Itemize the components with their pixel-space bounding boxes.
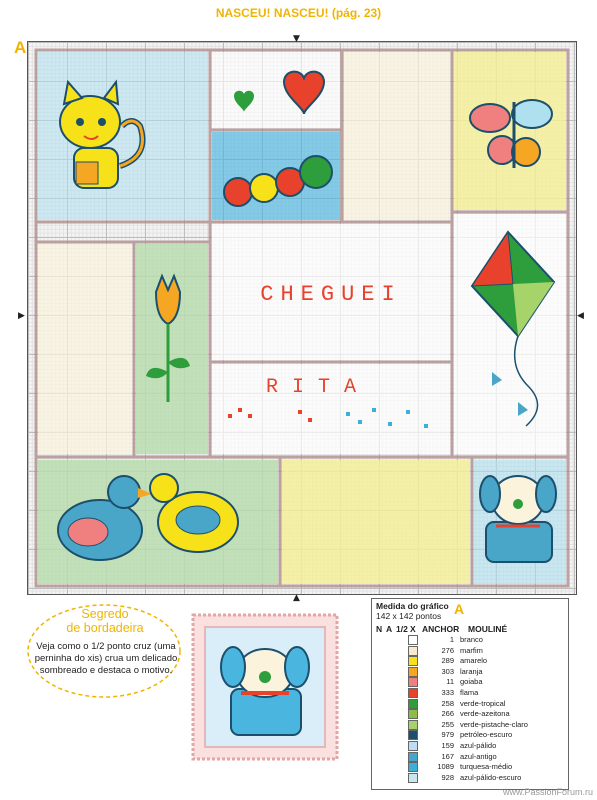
center-arrow-right-icon: ◀ [577, 311, 584, 321]
col-half: 1/2 [396, 624, 408, 634]
legend-row [372, 677, 568, 687]
watermark: www.PassionForum.ru [502, 787, 593, 797]
chart-artwork [28, 42, 576, 594]
legend-row [372, 688, 568, 698]
color-name: verde-tropical [460, 698, 506, 708]
legend-row [372, 762, 568, 772]
anchor-number: 1089 [437, 762, 454, 772]
secret-text: Veja como o 1/2 ponto cruz (uma perninha do xis) crua um delicado sombreado e destaca o motivo. [34, 641, 178, 676]
anchor-number: 289 [441, 656, 454, 666]
anchor-number: 11 [446, 677, 454, 687]
legend-row [372, 699, 568, 709]
anchor-number: 266 [441, 709, 454, 719]
col-a: A [386, 624, 393, 634]
butterfly-block [454, 52, 566, 210]
legend-letter: A [454, 601, 465, 617]
color-name: azul-pálido-escuro [460, 772, 522, 782]
color-name: verde-azeitona [460, 709, 510, 719]
color-name: petróleo-escuro [460, 730, 513, 740]
secret-title [30, 607, 180, 635]
col-mouline: MOULINÉ [468, 624, 508, 634]
word-rita: RITA [265, 376, 371, 399]
color-name: turquesa-médio [460, 762, 513, 772]
color-name: goiaba [460, 677, 483, 687]
color-name: amarelo [460, 656, 488, 666]
legend-row [372, 741, 568, 751]
color-name: azul-pálido [460, 741, 497, 750]
legend-size: 142 x 142 pontos [376, 611, 442, 621]
legend-row [372, 720, 568, 730]
color-name: azul-antigo [460, 751, 497, 761]
color-legend [371, 598, 569, 790]
cross-stitch-chart [27, 41, 577, 595]
legend-row [372, 646, 568, 656]
cream-block-left [38, 244, 132, 454]
color-name: verde-pistache-claro [460, 719, 528, 729]
anchor-number: 255 [441, 719, 454, 729]
legend-heading: Medida do gráfico [376, 601, 449, 611]
finished-preview [191, 613, 339, 761]
tulip-block [136, 244, 208, 454]
anchor-number: 167 [441, 751, 454, 761]
preview-artwork [191, 613, 339, 761]
color-name: laranja [460, 666, 483, 676]
secret-title-line1: Segredo [81, 607, 129, 621]
chart-letter: A [14, 38, 27, 57]
legend-row [372, 730, 568, 740]
cream-block-top [344, 52, 450, 220]
word-cheguei: CHEGUEI [260, 282, 402, 307]
anchor-number: 258 [441, 698, 454, 708]
anchor-number: 276 [441, 645, 454, 655]
legend-row [372, 773, 568, 783]
center-arrow-bottom-icon: ▲ [293, 593, 300, 603]
yellow-block [282, 460, 470, 584]
anchor-number: 159 [441, 741, 454, 750]
anchor-number: 928 [441, 772, 454, 782]
secret-panel [30, 603, 190, 703]
legend-row [372, 667, 568, 677]
anchor-number: 303 [441, 666, 454, 676]
anchor-number: 1 [449, 635, 454, 644]
page-title: NASCEU! NASCEU! (pág. 23) [215, 6, 382, 20]
color-name: marfim [460, 645, 483, 655]
col-x: X [410, 624, 416, 634]
col-anchor: ANCHOR [422, 624, 460, 634]
color-name: flama [460, 688, 479, 697]
center-arrow-top-icon: ▼ [293, 34, 300, 44]
anchor-number: 979 [441, 730, 454, 740]
legend-row [372, 709, 568, 719]
legend-row [372, 752, 568, 762]
anchor-number: 333 [441, 688, 454, 697]
legend-row [372, 635, 568, 645]
color-name: branco [460, 635, 483, 644]
col-n: N [376, 624, 383, 634]
center-arrow-left-icon: ▶ [18, 311, 25, 321]
secret-title-line2: de bordadeira [66, 621, 144, 635]
legend-row [372, 656, 568, 666]
